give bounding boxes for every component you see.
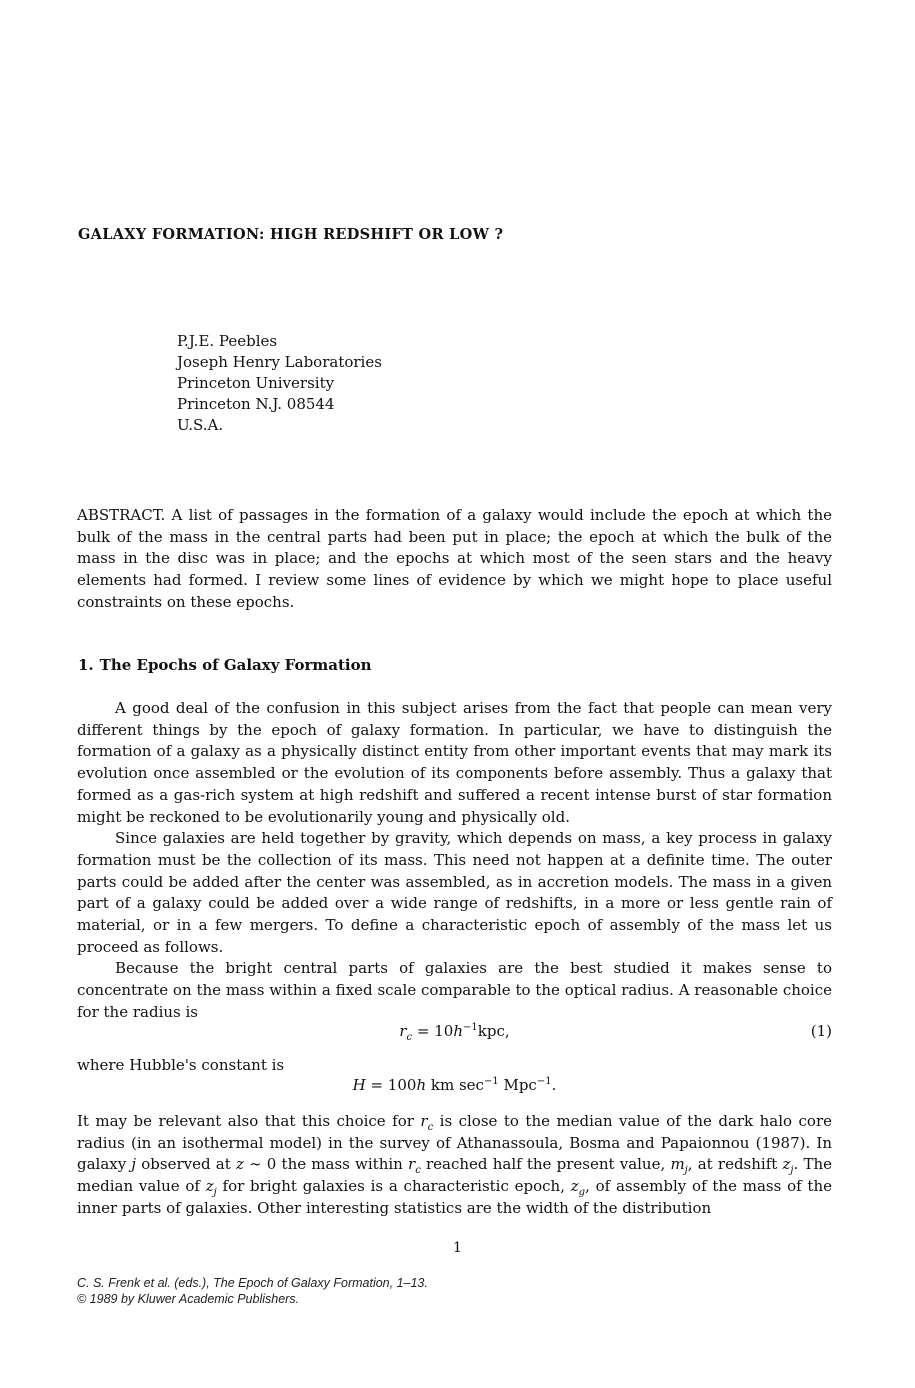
author-name: P.J.E. Peebles [177,332,278,350]
author-affiliation-lab: Joseph Henry Laboratories [177,353,382,371]
section-heading [78,656,372,674]
equation-2 [77,1076,832,1098]
equation-2-expression: H = 100h km $\sec^{-1} Mpc^{-1}$. [352,1076,557,1094]
footer-citation: C. S. Frenk et al. (eds.), The Epoch of Galaxy Formation, 1–13. [77,1276,428,1290]
section-number: 1. [78,656,94,674]
section-body [77,698,832,1024]
paper-title: GALAXY FORMATION: HIGH REDSHIFT OR LOW ? [78,226,504,243]
equation-1-number: (1) [810,1022,832,1040]
author-affiliation-university: Princeton University [177,374,335,392]
paragraph-4-block [77,1111,832,1220]
paragraph-1: A good deal of the confusion in this subject arises from the fact that people can mean very different things by the epoch of galaxy formation. In particular, we have to distinguish the formation of a galaxy as a physically distinct entity from other important events that may mark its evolution once assembled or the evolution of its components before assembly. Thus a galaxy that formed as a gas-rich system at high redshift and suffered a recent intense burst of star formation might be reckoned to be evolutionarily young and physically old. [77,699,832,826]
footer-citation-block [77,1275,428,1307]
equation-1-expression: $r_c = 10h^{-1}kpc$, [399,1022,510,1043]
page-number: 1 [453,1240,462,1256]
paragraph-3: Because the bright central parts of galaxies are the best studied it makes sense to concentrate on the mass within a fixed scale comparable to the optical radius. A reasonable choice for the radius is [77,959,832,1021]
author-address: Princeton N.J. 08544 [177,395,335,413]
abstract-text: ABSTRACT. A list of passages in the formation of a galaxy would include the epoch at which the bulk of the mass in the central parts had been put in place; the epoch at which the bulk of the mass in the disc was in place; and the epochs at which most of the seen stars and the heavy elements had formed. I review some lines of evidence by which we might hope to place useful constraints on these epochs. [77,506,832,611]
section-title: The Epochs of Galaxy Formation [99,656,372,674]
author-country: U.S.A. [177,416,224,434]
footer-copyright: © 1989 by Kluwer Academic Publishers. [77,1292,300,1306]
where-text: where Hubble's constant is [77,1056,285,1074]
paragraph-4: It may be relevant also that this choice for $r_c$ is close to the median value of the dark halo core radius (in an isothermal model) in the survey of Athanassoula, Bosma and Papaionnou (1987). In galaxy j observed at z ∼ 0 the mass within $r_c$ reached half the present value, $m_j$, at redshift $z_j$. The median value of $z_j$ for bright galaxies is a characteristic epoch, $z_g$, of assembly of the mass of the inner parts of galaxies. Other interesting statistics are the width of the distribution [77,1112,833,1217]
equation-1 [77,1022,832,1044]
paragraph-2: Since galaxies are held together by gravity, which depends on mass, a key process in galaxy formation must be the collection of its mass. This need not happen at a definite time. The outer parts could be added after the center was assembled, as in accretion models. The mass in a given part of a galaxy could be added over a wide range of redshifts, in a more or less gentle rain of material, or in a few mergers. To define a characteristic epoch of assembly of the mass let us proceed as follows. [77,829,832,956]
abstract [77,505,832,614]
author-block [177,331,382,436]
